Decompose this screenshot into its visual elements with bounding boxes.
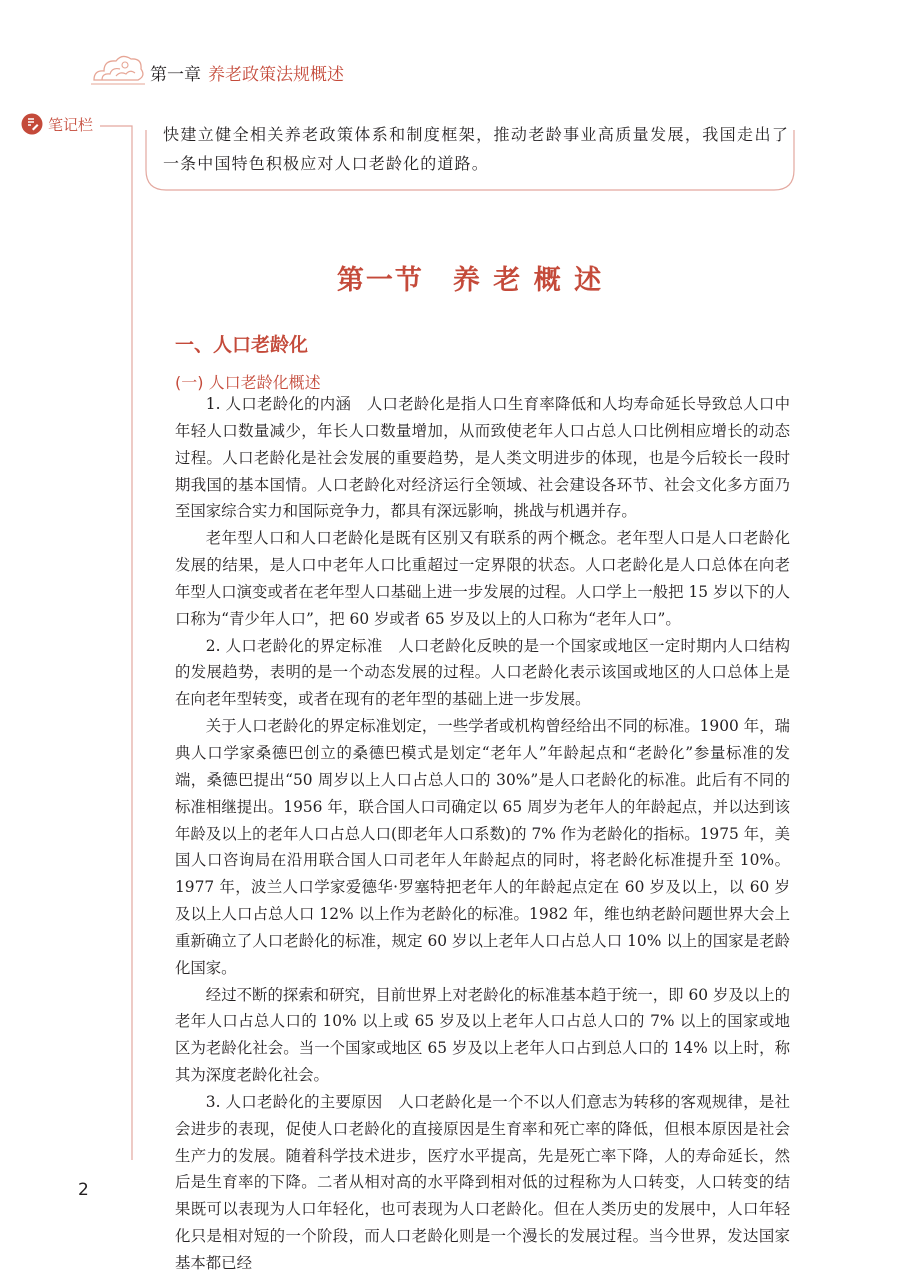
chapter-title: 养老政策法规概述 bbox=[208, 65, 344, 85]
chapter-label: 第一章 bbox=[150, 65, 201, 85]
paragraph: 2. 人口老龄化的界定标准 人口老龄化反映的是一个国家或地区一定时期内人口结构的发展趋势，表明的是一个动态发展的过程。人口老龄化表示该国或地区的人口总体上是在向老年型转变，或者在现有的老年型的基础上进一步发展。 bbox=[175, 636, 790, 709]
section-title: 第一节 养 老 概 述 bbox=[336, 265, 604, 296]
page-number: 2 bbox=[78, 1180, 89, 1200]
paragraph: 1. 人口老龄化的内涵 人口老龄化是指人口生育率降低和人均寿命延长导致总人口中年轻人口数量减少，年长人口数量增加，从而致使老年人口占总人口比例相应增长的动态过程。人口老龄化是社会发展的重要趋势，是人类文明进步的体现，也是今后较长一段时期我国的基本国情。人口老龄化对经济运行全领域、社会建设各环节、社会文化多方面乃至国家综合实力和国际竞争力，都具有深远影响，挑战与机遇并存。 bbox=[175, 395, 790, 521]
body-text bbox=[175, 391, 790, 1277]
paragraph: 老年型人口和人口老龄化是既有区别又有联系的两个概念。老年型人口是人口老龄化发展的结果，是人口中老年人口比重超过一定界限的状态。人口老龄化是人口总体在向老年型人口演变或者在老年型人口基础上进一步发展的过程。人口学上一般把 15 岁以下的人口称为“青少年人口”，把 60 岁或者 65 岁及以上的人口称为“老年人口”。 bbox=[175, 529, 790, 628]
heading-level-2: (一) 人口老龄化概述 bbox=[175, 373, 321, 392]
paragraph: 经过不断的探索和研究，目前世界上对老龄化的标准基本趋于统一，即 60 岁及以上的老年人口占总人口的 10% 以上或 65 岁及以上老年人口占总人口的 7% 以上的国家或地区为老龄化社会。当一个国家或地区 65 岁及以上老年人口占到总人口的 14% 以上时，称其为深度老龄化社会。 bbox=[175, 985, 790, 1085]
paragraph: 关于人口老龄化的界定标准划定，一些学者或机构曾经给出不同的标准。1900 年，瑞典人口学家桑德巴创立的桑德巴模式是划定“老年人”年龄起点和“老龄化”参量标准的发端，桑德巴提出“50 周岁以上人口占总人口的 30%”是人口老龄化的标准。此后有不同的标准相继提出。1956 年，联合国人口司确定以 65 周岁为老年人的年龄起点，并以达到该年龄及以上的老年人口占总人口(即老年人口系数)的 7% 作为老龄化的指标。1975 年，美国人口咨询局在沿用联合国人口司老年人年龄起点的同时，将老龄化标准提升至 10%。1977 年，波兰人口学家爱德华·罗塞特把老年人的年龄起点定在 60 岁及以上，以 60 岁及以上人口占总人口 12% 以上作为老龄化的标准。1982 年，维也纳老龄问题世界大会上重新确立了人口老龄化的标准，规定 60 岁以上老年人口占总人口 10% 以上的国家是老龄化国家。 bbox=[175, 717, 790, 977]
page-header bbox=[90, 50, 390, 90]
notes-column-header bbox=[20, 112, 140, 142]
notes-label: 笔记栏 bbox=[48, 116, 94, 134]
note-box-text: 快建立健全相关养老政策体系和制度框架，推动老龄事业高质量发展，我国走出了一条中国特色积极应对人口老龄化的道路。 bbox=[163, 125, 789, 173]
paragraph: 3. 人口老龄化的主要原因 人口老龄化是一个不以人们意志为转移的客观规律，是社会进步的表现，促使人口老龄化的直接原因是生育率和死亡率的降低，但根本原因是社会生产力的发展。随着科学技术进步，医疗水平提高，先是死亡率下降，人的寿命延长，然后是生育率的下降。二者从相对高的水平降到相对低的过程称为人口转变，人口转变的结果既可以表现为人口年轻化，也可表现为人口老龄化。但在人类历史的发展中，人口年轻化只是相对短的一个阶段，而人口老龄化则是一个漫长的发展过程。当今世界，发达国家基本都已经 bbox=[175, 1092, 790, 1272]
cloud-ornament-icon bbox=[90, 50, 146, 90]
pen-note-icon bbox=[20, 112, 44, 136]
heading-level-1: 一、人口老龄化 bbox=[175, 334, 309, 356]
